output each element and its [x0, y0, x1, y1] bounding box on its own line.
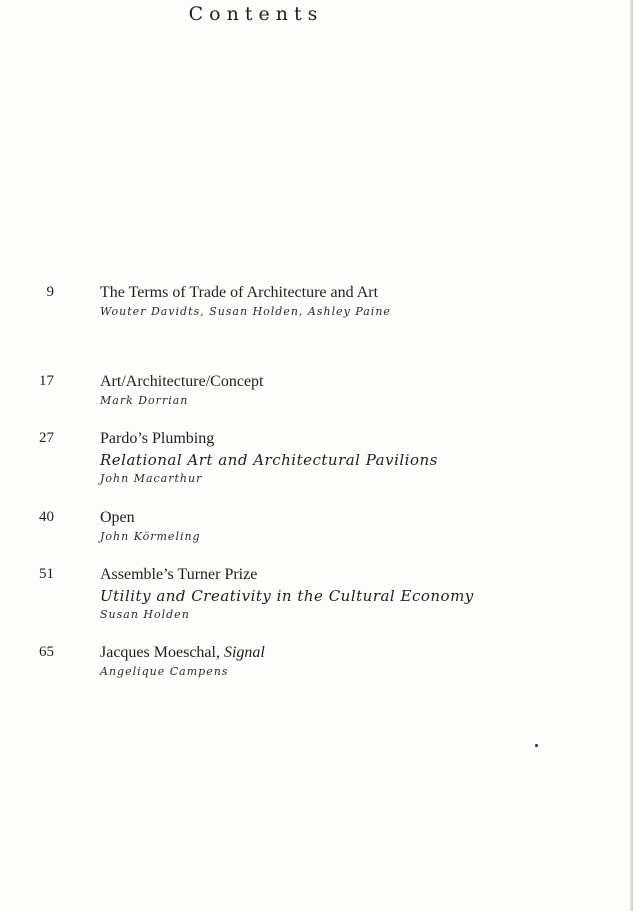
entry-subtitle: Relational Art and Architectural Pavilions — [100, 451, 438, 469]
entry-authors: Mark Dorrian — [100, 394, 189, 407]
entry-authors: Wouter Davidts, Susan Holden, Ashley Paine — [100, 305, 391, 318]
page-number: 40 — [39, 509, 54, 525]
entry-title: Pardo’s Plumbing — [100, 430, 215, 447]
entry-authors: Susan Holden — [100, 608, 190, 621]
entry-authors: Angelique Campens — [100, 665, 229, 678]
entry-authors: John Körmeling — [100, 530, 201, 543]
page-number: 65 — [39, 644, 54, 660]
entry-title-italic: Signal — [223, 644, 265, 661]
entry-title-text: Jacques Moeschal, — [100, 644, 224, 661]
page-number: 17 — [39, 373, 54, 389]
page-number: 27 — [39, 430, 54, 446]
entry-authors: John Macarthur — [100, 472, 203, 485]
page-number: 9 — [46, 284, 54, 300]
paper-speck — [535, 744, 538, 747]
page-number: 51 — [39, 566, 54, 582]
entry-title: The Terms of Trade of Architecture and Art — [100, 284, 379, 301]
entry-title: Assemble’s Turner Prize — [100, 566, 258, 583]
entry-title: Open — [100, 509, 135, 526]
entry-title: Art/Architecture/Concept — [100, 373, 264, 390]
entry-title — [100, 644, 600, 662]
contents-heading: Contents — [188, 3, 324, 25]
entry-subtitle: Utility and Creativity in the Cultural Economy — [100, 587, 474, 605]
